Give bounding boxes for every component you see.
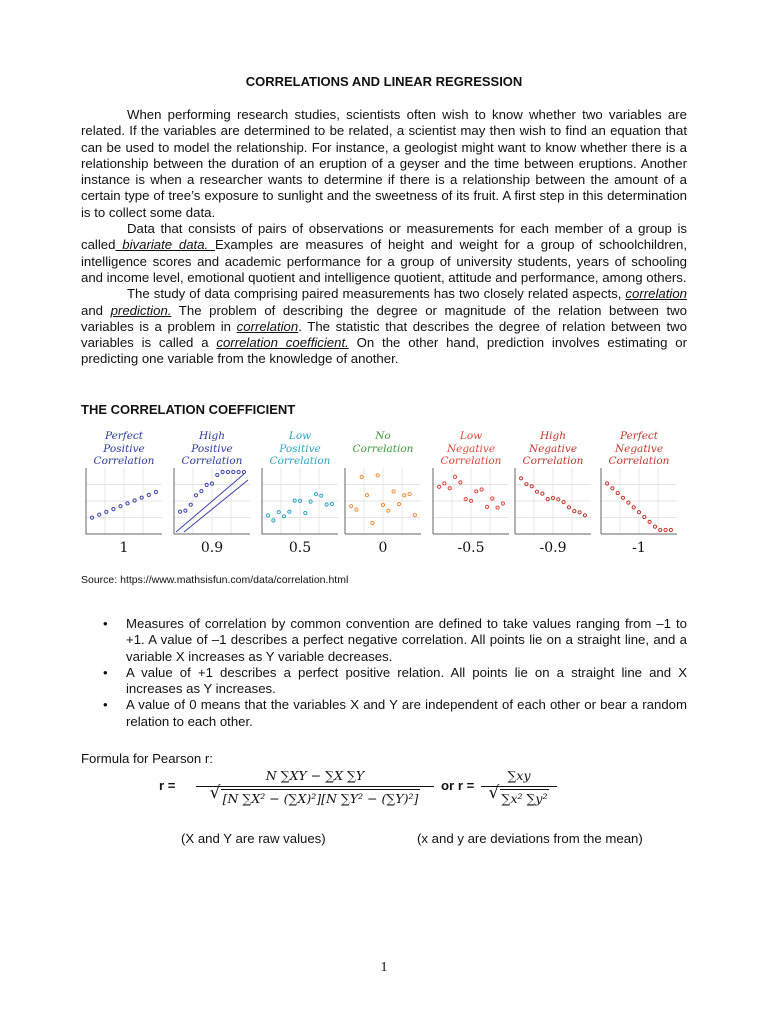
scatter-point (355, 508, 358, 511)
correlation-figure (82, 428, 672, 560)
panel-high-negative (511, 428, 595, 560)
correlation-value: 1 (119, 540, 129, 556)
scatter-point (475, 490, 478, 493)
paragraph-text: Data that consists of pairs of observations or measurements for each member of a group is called (81, 221, 687, 253)
scatter-point (184, 509, 187, 512)
scatter-point (567, 506, 570, 509)
panel-title (511, 430, 595, 468)
radicand: ∑x² ∑y² (501, 791, 548, 807)
scatter-point (288, 510, 291, 513)
panel-title (341, 430, 425, 455)
intro-text (81, 107, 687, 368)
panel-title-line: Correlation (522, 455, 584, 467)
correlation-value: -0.9 (539, 540, 567, 556)
scatter-point (226, 470, 229, 473)
formula-numerator: N ∑XY − ∑X ∑Y (196, 768, 434, 787)
paragraph-research-studies: When performing research studies, scientists often wish to know whether two variables are related. If the variables are determined to be related, a scientist may then wish to find an equation that can be used to model the relationship. For instance, a geologist might want to know whether there is a relationship between the duration of an eruption of a geyser and the time between eruptions. Another instance is when a researcher wants to determine if there is a relationship between the amount of a certain type of tree’s exposure to sunlight and the sweetness of its fruit. A first step in this determination is to collect some data. (81, 107, 687, 220)
panel-title-line: Correlation (440, 455, 502, 467)
scatter-point (464, 498, 467, 501)
deviation-formula (481, 768, 557, 808)
scatter-point (98, 513, 101, 516)
panel-title-line: Positive (191, 442, 233, 455)
panel-perfect-positive (82, 428, 166, 560)
radicand: [N ∑X² − (∑X)²][N ∑Y² − (∑Y)²] (222, 791, 419, 807)
bullet-list (81, 616, 687, 730)
panel-title (170, 430, 254, 468)
panel-title (429, 430, 513, 468)
scatter-point (648, 520, 651, 523)
scatter-point (221, 470, 224, 473)
scatter-point (232, 470, 235, 473)
scatter-point (105, 510, 108, 513)
scatter-point (330, 502, 333, 505)
scatter-point (397, 503, 400, 506)
scatter-point (664, 528, 667, 531)
or-r-label: or r = (441, 778, 475, 793)
bullet-item: • A value of +1 describes a perfect positive relation. All points lie on a straight line and X increases as Y increases. (81, 665, 687, 698)
scatter-point (541, 492, 544, 495)
scatter-point (282, 515, 285, 518)
panel-high-positive (170, 428, 254, 560)
panel-title-line: Negative (446, 442, 496, 455)
scatter-point (314, 493, 317, 496)
scatter-point (643, 515, 646, 518)
scatter-point (216, 473, 219, 476)
panel-title-line: Correlation (608, 455, 670, 467)
paragraph-bivariate-data (81, 221, 687, 286)
scatter-point (453, 475, 456, 478)
panel-perfect-negative (597, 428, 681, 560)
scatter-point (438, 485, 441, 488)
scatter-point (200, 490, 203, 493)
formula-denominator (196, 787, 434, 807)
scatter-point (147, 493, 150, 496)
scatter-point (309, 500, 312, 503)
scatter-point (179, 510, 182, 513)
panel-title-line: No (375, 430, 391, 442)
panel-title-line: Correlation (352, 442, 414, 455)
panel-low-negative (429, 428, 513, 560)
scatter-point (272, 519, 275, 522)
scatter-point (387, 509, 390, 512)
scatter-plot (511, 468, 595, 540)
scatter-point (485, 505, 488, 508)
correlation-value: -0.5 (457, 540, 485, 556)
scatter-point (459, 481, 462, 484)
scatter-plot (597, 468, 681, 540)
scatter-point (616, 491, 619, 494)
panel-title-line: Low (459, 430, 483, 442)
panel-title-line: Negative (528, 442, 578, 455)
panel-title (597, 430, 681, 468)
raw-score-formula (196, 768, 434, 808)
scatter-point (350, 505, 353, 508)
panel-no-correlation (341, 428, 425, 560)
panel-title-line: High (540, 430, 566, 442)
scatter-point (408, 492, 411, 495)
paragraph-correlation-prediction (81, 286, 687, 367)
scatter-point (205, 483, 208, 486)
scatter-point (583, 514, 586, 517)
correlation-value: -1 (632, 540, 646, 556)
panel-title-line: Negative (614, 442, 664, 455)
panel-title (258, 430, 342, 468)
scatter-point (480, 488, 483, 491)
scatter-point (573, 510, 576, 513)
scatter-point (491, 497, 494, 500)
scatter-point (112, 508, 115, 511)
panel-low-positive (258, 428, 342, 560)
formula-denominator (481, 787, 557, 807)
formula-label: Formula for Pearson r: (81, 751, 213, 766)
scatter-point (606, 482, 609, 485)
scatter-point (546, 498, 549, 501)
scatter-point (443, 482, 446, 485)
scatter-point (126, 502, 129, 505)
bullet-item: • Measures of correlation by common convention are defined to take values ranging from –1 to +1. A value of –1 describes a perfect negative correlation. All points lie on a straight line, and a variable X increases as Y variable decreases. (81, 616, 687, 665)
scatter-point (520, 477, 523, 480)
scatter-plot (82, 468, 166, 540)
scatter-point (242, 470, 245, 473)
panel-title-line: Positive (279, 442, 321, 455)
scatter-point (562, 501, 565, 504)
figure-source: Source: https://www.mathsisfun.com/data/correlation.html (81, 574, 349, 586)
scatter-point (448, 487, 451, 490)
scatter-point (119, 505, 122, 508)
scatter-point (557, 498, 560, 501)
formula-numerator: ∑xy (481, 768, 557, 787)
r-label: r = (159, 778, 176, 793)
paragraph-text: The problem of describing the degree or magnitude of the relation between two variables is a problem in (81, 302, 687, 334)
scatter-plot (429, 468, 513, 540)
band-line (176, 474, 244, 532)
scatter-point (621, 496, 624, 499)
scatter-point (578, 511, 581, 514)
raw-values-caption: (X and Y are raw values) (181, 831, 326, 846)
scatter-point (496, 506, 499, 509)
scatter-plot (170, 468, 254, 540)
correlation-value: 0.5 (288, 540, 312, 556)
scatter-point (669, 528, 672, 531)
scatter-point (535, 490, 538, 493)
paragraph-text: The study of data comprising paired measurements has two closely related aspects, (127, 286, 626, 302)
panel-title-line: High (199, 430, 225, 442)
scatter-point (413, 514, 416, 517)
scatter-point (371, 521, 374, 524)
panel-title-line: Perfect (104, 430, 144, 442)
scatter-point (304, 511, 307, 514)
panel-title-line: Positive (103, 442, 145, 455)
scatter-point (392, 490, 395, 493)
scatter-plot (258, 468, 342, 540)
bullet-item: • A value of 0 means that the variables X and Y are independent of each other or bear a random relation to each other. (81, 697, 687, 730)
scatter-point (611, 487, 614, 490)
paragraph-text: Examples are measures of height and weight for a group of schoolchildren, intelligence scores and academic performance for a group of university students, years of schooling and income level, emotional quotient and intelligence quotient, attitude and performance, among others. (81, 237, 688, 285)
term-correlation: correlation (625, 286, 687, 302)
scatter-point (325, 503, 328, 506)
scatter-point (501, 502, 504, 505)
scatter-point (659, 528, 662, 531)
panel-title-line: Correlation (181, 455, 243, 467)
scatter-point (154, 490, 157, 493)
page-number: 1 (380, 960, 388, 975)
scatter-point (133, 499, 136, 502)
scatter-point (140, 496, 143, 499)
paragraph-text: On the other hand, prediction involves estimating or predicting one variable from the knowledge of another. (81, 335, 688, 367)
section-heading: THE CORRELATION COEFFICIENT (81, 402, 296, 417)
term-correlation: correlation (236, 318, 299, 334)
scatter-point (403, 494, 406, 497)
term-bivariate-data: bivariate data. (115, 237, 216, 253)
scatter-plot (341, 468, 425, 540)
scatter-point (277, 511, 280, 514)
scatter-point (237, 470, 240, 473)
scatter-point (267, 514, 270, 517)
scatter-point (653, 525, 656, 528)
scatter-point (376, 474, 379, 477)
correlation-value: 0.9 (200, 540, 224, 556)
scatter-point (365, 494, 368, 497)
paragraph-text: . The statistic that describes the degree of relation between two variables is called a (81, 318, 687, 351)
scatter-point (320, 494, 323, 497)
paragraph-text: and (81, 302, 111, 318)
sqrt-sign (210, 789, 421, 807)
scatter-point (360, 475, 363, 478)
page-title: CORRELATIONS AND LINEAR REGRESSION (245, 74, 523, 89)
correlation-value: 0 (378, 540, 388, 556)
band-line (184, 480, 248, 532)
panel-title (82, 430, 166, 468)
deviation-caption: (x and y are deviations from the mean) (417, 831, 643, 846)
scatter-point (194, 494, 197, 497)
panel-title-line: Correlation (269, 455, 331, 467)
scatter-point (627, 501, 630, 504)
term-prediction: prediction. (110, 302, 172, 318)
panel-title-line: Low (288, 430, 312, 442)
scatter-point (530, 485, 533, 488)
panel-title-line: Perfect (619, 430, 659, 442)
scatter-point (632, 506, 635, 509)
term-correlation-coefficient: correlation coefficient. (216, 335, 349, 351)
scatter-point (189, 503, 192, 506)
panel-title-line: Correlation (93, 455, 155, 467)
sqrt-sign (489, 789, 550, 807)
